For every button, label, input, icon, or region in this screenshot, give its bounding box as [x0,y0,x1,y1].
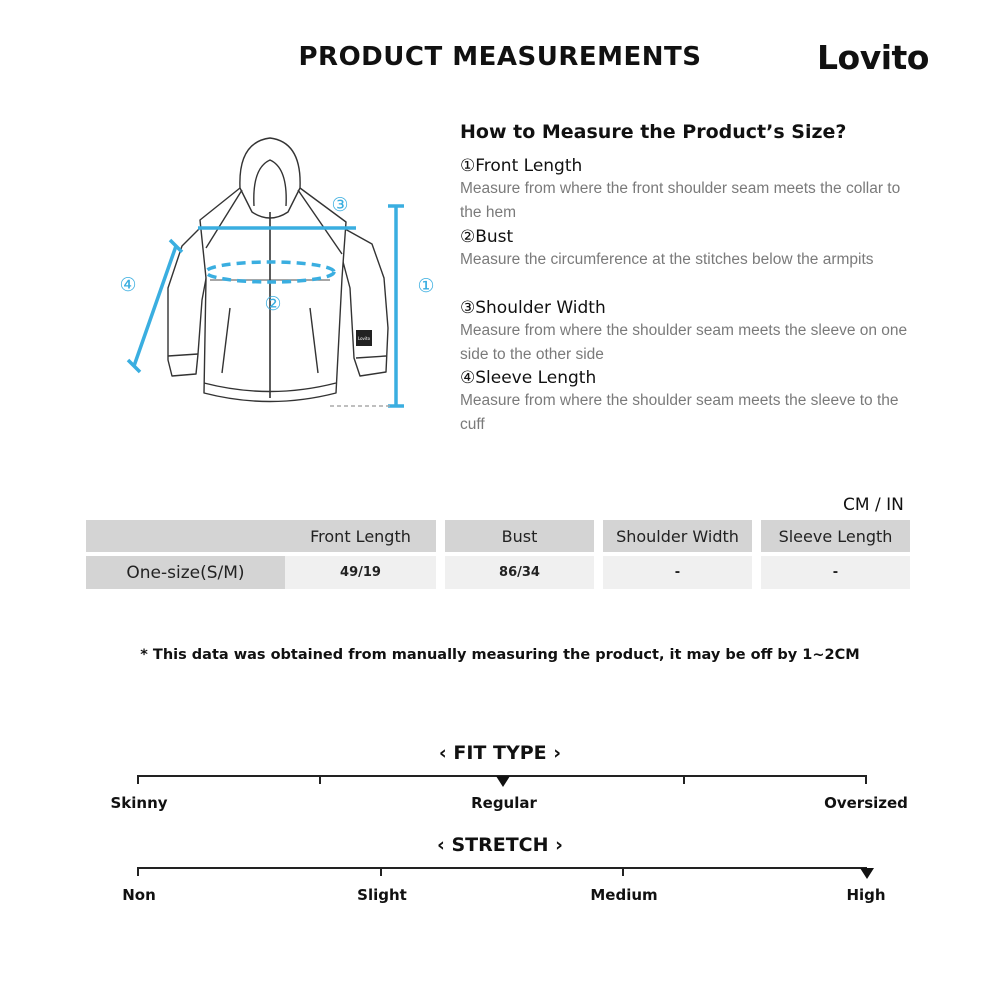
unit-label: CM / IN [843,495,904,515]
scale-tick [380,867,382,876]
table-cell: 86/34 [445,556,594,589]
garment-tag-text: Lovito [357,336,371,341]
table-corner-cell [86,520,285,552]
instruction-desc: Measure the circumference at the stitches below the armpits [460,251,874,268]
instruction-title: ②Bust [460,227,514,247]
measurement-note: * This data was obtained from manually measuring the product, it may be off by 1~2CM [140,647,860,663]
instruction-sleeve-length [460,367,920,436]
bust-marker: ② [264,293,282,315]
size-table [86,520,910,589]
fit-type-label: Regular [471,794,537,812]
stretch-label: Non [122,886,156,904]
scale-tick [865,775,867,784]
stretch-label: Medium [590,886,658,904]
table-header-cell: Front Length [285,520,436,552]
hoodie-diagram [110,128,440,418]
instruction-shoulder-width [460,297,920,366]
table-header-row [86,520,910,552]
scale-tick [319,775,321,784]
stretch-scale [138,867,867,869]
sleeve-length-marker: ④ [119,274,137,296]
table-row [86,556,910,589]
howto-heading: How to Measure the Product’s Size? [460,121,847,143]
table-header-cell: Sleeve Length [761,520,910,552]
scale-tick [683,775,685,784]
scale-tick [137,867,139,876]
table-header-cell: Bust [445,520,594,552]
fit-type-label: Skinny [110,794,168,812]
size-label-cell: One-size(S/M) [86,556,285,589]
table-header-cell: Shoulder Width [603,520,752,552]
stretch-label: High [846,886,886,904]
instruction-title: ①Front Length [460,156,583,176]
instruction-bust [460,226,920,272]
instruction-title: ③Shoulder Width [460,298,606,318]
front-length-marker: ① [417,275,435,297]
shoulder-width-marker: ③ [331,194,349,216]
brand-logo: Lovito [817,38,929,77]
instruction-desc: Measure from where the shoulder seam meets the sleeve to the cuff [460,392,899,433]
table-cell: - [603,556,752,589]
page-title: PRODUCT MEASUREMENTS [298,42,702,72]
stretch-marker-icon [860,868,874,879]
table-cell: - [761,556,910,589]
stretch-title: ‹ STRETCH › [437,834,563,856]
instruction-desc: Measure from where the shoulder seam meets the sleeve on one side to the other side [460,322,908,363]
scale-tick [137,775,139,784]
stretch-label: Slight [357,886,407,904]
hoodie-outline-icon [168,138,388,402]
fit-type-title: ‹ FIT TYPE › [438,742,562,764]
table-cell: 49/19 [285,556,436,589]
instruction-desc: Measure from where the front shoulder seam meets the collar to the hem [460,180,901,221]
instruction-title: ④Sleeve Length [460,368,597,388]
instruction-front-length [460,155,920,224]
fit-type-marker-icon [496,776,510,787]
fit-type-label: Oversized [824,794,908,812]
scale-tick [622,867,624,876]
